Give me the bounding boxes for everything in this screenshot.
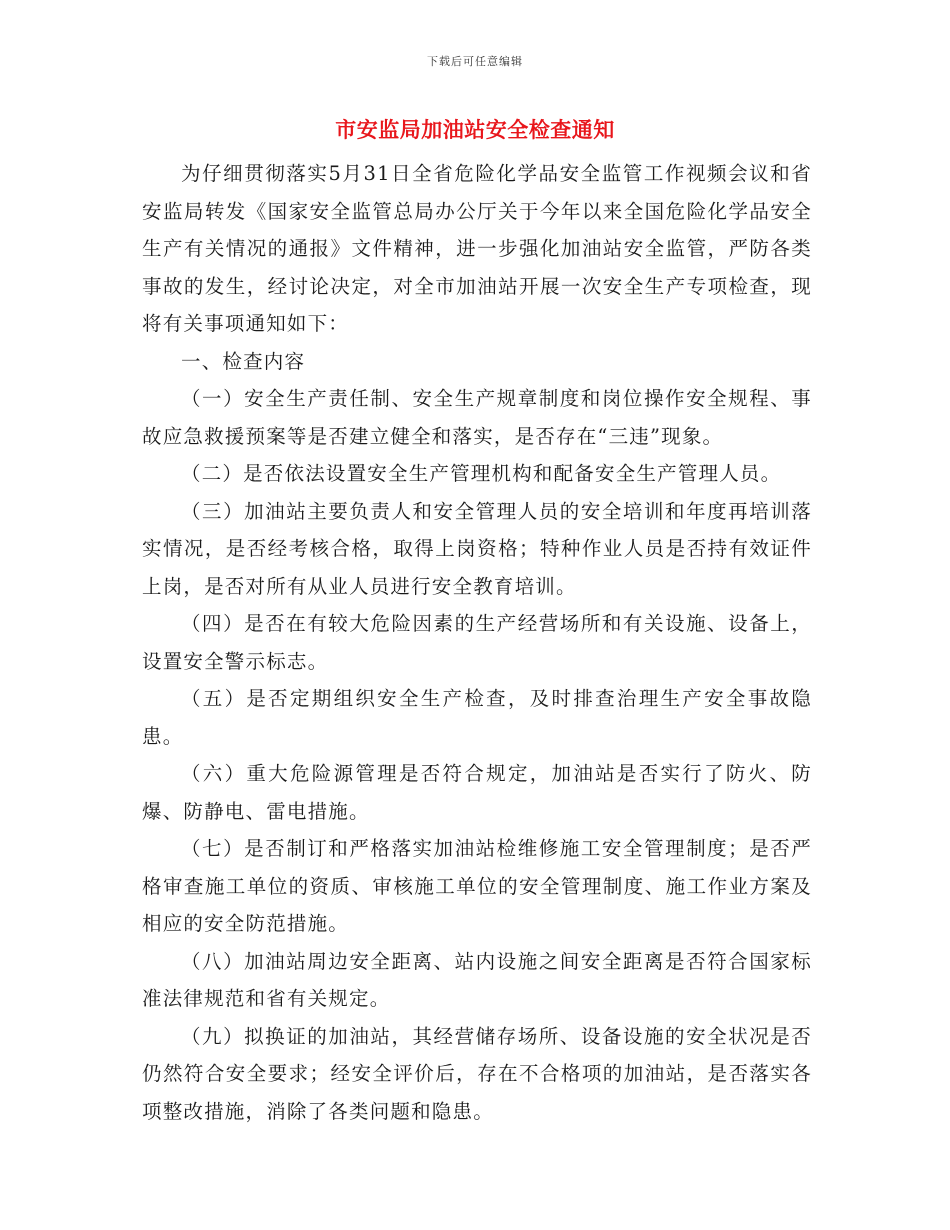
check-item-1: （一）安全生产责任制、安全生产规章制度和岗位操作安全规程、事故应急救援预案等是否建立健全和落实，是否存在“三违”现象。 [142, 387, 812, 448]
document-body [142, 155, 812, 1130]
document-title: 市安监局加油站安全检查通知 [335, 117, 615, 142]
header-note: 下载后可任意编辑 [427, 55, 523, 68]
check-item-5: （五）是否定期组织安全生产检查，及时排查治理生产安全事故隐患。 [142, 687, 812, 748]
check-item-2: （二）是否依法设置安全生产管理机构和配备安全生产管理人员。 [181, 462, 782, 485]
check-item-8: （八）加油站周边安全距离、站内设施之间安全距离是否符合国家标准法律规范和省有关规定。 [142, 949, 812, 1010]
check-item-3: （三）加油站主要负责人和安全管理人员的安全培训和年度再培训落实情况，是否经考核合格，取得上岗资格；特种作业人员是否持有效证件上岗，是否对所有从业人员进行安全教育培训。 [142, 499, 812, 598]
check-item-9: （九）拟换证的加油站，其经营储存场所、设备设施的安全状况是否仍然符合安全要求；经安全评价后，存在不合格项的加油站，是否落实各项整改措施，消除了各类问题和隐患。 [142, 1024, 812, 1123]
check-item-6: （六）重大危险源管理是否符合规定，加油站是否实行了防火、防爆、防静电、雷电措施。 [142, 762, 812, 823]
check-item-4: （四）是否在有较大危险因素的生产经营场所和有关设施、设备上，设置安全警示标志。 [142, 612, 812, 673]
check-item-7: （七）是否制订和严格落实加油站检维修施工安全管理制度；是否严格审查施工单位的资质、审核施工单位的安全管理制度、施工作业方案及相应的安全防范措施。 [142, 837, 812, 935]
intro-paragraph: 为仔细贯彻落实5月31日全省危险化学品安全监管工作视频会议和省安监局转发《国家安全监管总局办公厅关于今年以来全国危险化学品安全生产有关情况的通报》文件精神，进一步强化加油站安全监管，严防各类事故的发生，经讨论决定，对全市加油站开展一次安全生产专项检查，现将有关事项通知如下： [142, 162, 812, 335]
section-heading: 一、检查内容 [181, 349, 306, 373]
